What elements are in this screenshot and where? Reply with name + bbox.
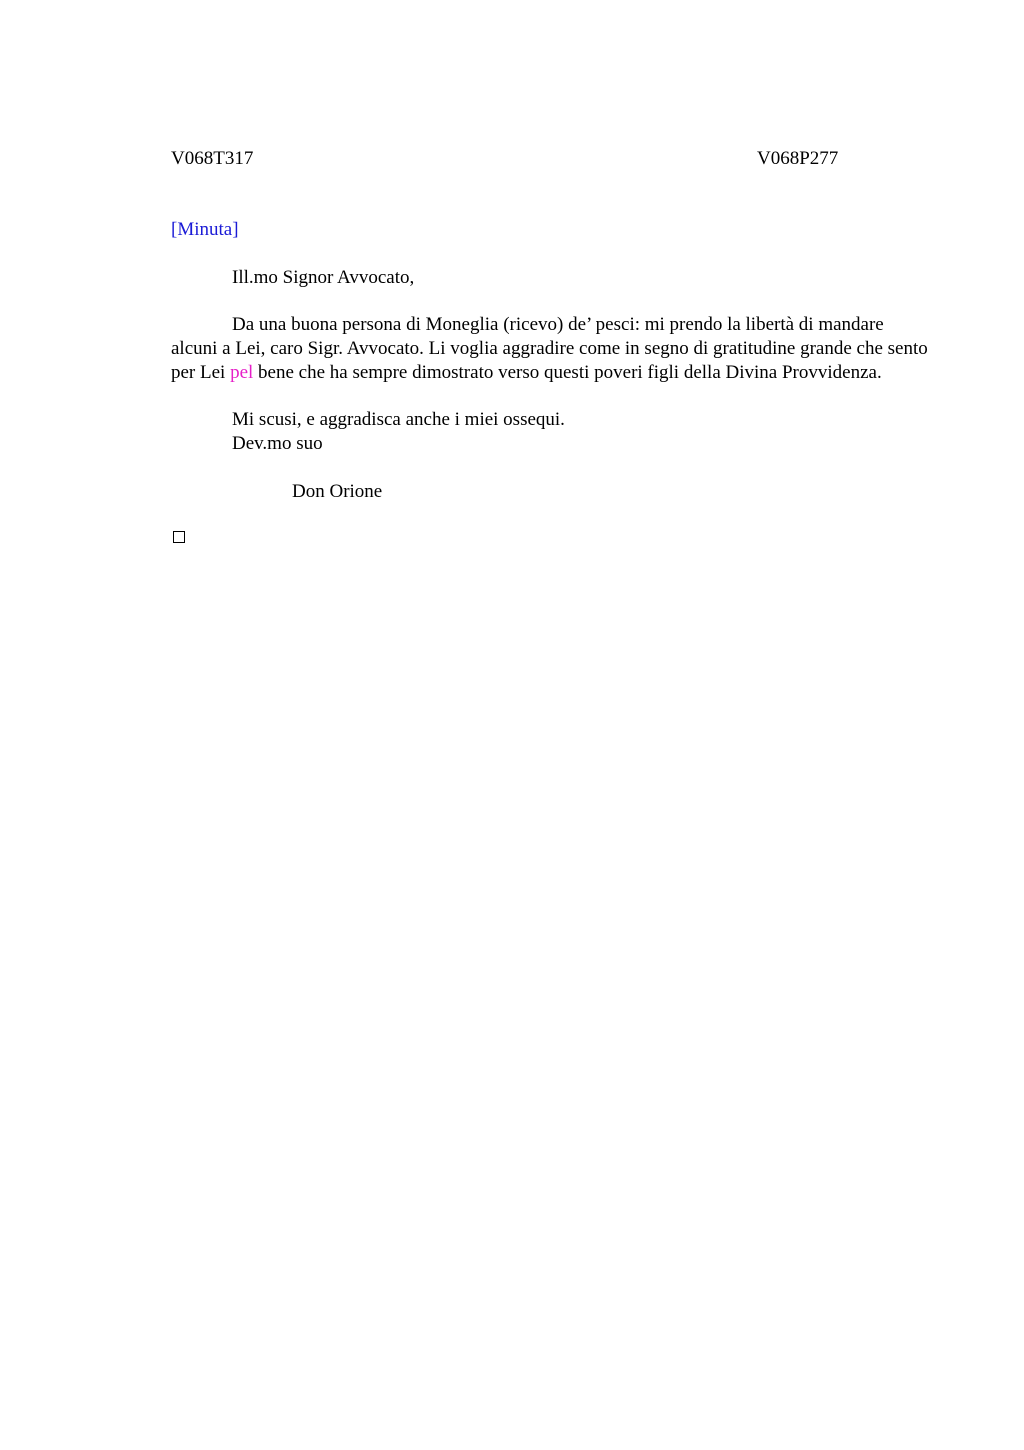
salutation: Ill.mo Signor Avvocato, xyxy=(232,267,415,288)
letter-body-part1: Da una buona persona di Moneglia (ricevo) de’ pesci: mi prendo la libertà di mandare alcuni a Lei, caro Sigr. Avvocato. Li voglia aggradire come in segno di gratitudine grande che sento per Lei xyxy=(171,314,928,383)
letter-body-part2: bene che ha sempre dimostrato verso questi poveri figli della Divina Provvidenza. xyxy=(253,362,882,383)
signature: Don Orione xyxy=(292,481,383,502)
highlighted-word: pel xyxy=(230,362,254,383)
closing-line-1: Mi scusi, e aggradisca anche i miei ossequi. xyxy=(232,409,565,430)
empty-square-icon xyxy=(173,531,185,543)
document-code-left: V068T317 xyxy=(171,148,254,169)
minuta-label: [Minuta] xyxy=(171,219,239,240)
document-code-right: V068P277 xyxy=(757,148,839,169)
letter-body xyxy=(171,313,931,385)
closing-line-2: Dev.mo suo xyxy=(232,433,323,454)
